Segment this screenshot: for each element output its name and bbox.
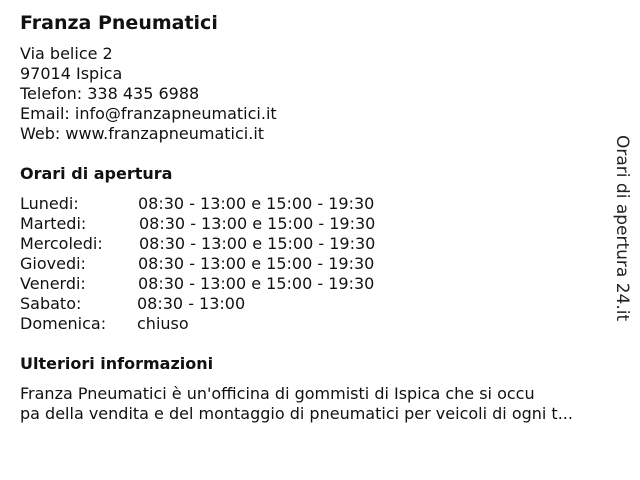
time-range: 08:30 - 13:00 e 15:00 - 19:30 xyxy=(139,234,376,253)
day-label: Sabato: xyxy=(20,294,82,313)
day-label: Mercoledi: xyxy=(20,234,103,253)
contact-block xyxy=(20,44,277,144)
day-label: Domenica: xyxy=(20,314,107,333)
hours-row-monday xyxy=(20,194,440,214)
additional-info-heading: Ulteriori informazioni xyxy=(20,354,214,373)
hours-row-thursday xyxy=(20,254,440,274)
business-name: Franza Pneumatici xyxy=(20,12,218,34)
description-line: Franza Pneumatici è un'officina di gommisti di Ispica che si occu xyxy=(20,384,535,403)
address-street: Via belice 2 xyxy=(20,44,113,63)
opening-hours-table xyxy=(20,194,440,334)
business-description xyxy=(20,384,620,424)
hours-row-sunday xyxy=(20,314,440,334)
hours-row-wednesday xyxy=(20,234,440,254)
phone-number: Telefon: 338 435 6988 xyxy=(20,84,200,103)
description-line: pa della vendita e del montaggio di pneumatici per veicoli di ogni t... xyxy=(20,404,573,423)
day-label: Venerdi: xyxy=(20,274,86,293)
website: Web: www.franzapneumatici.it xyxy=(20,124,265,143)
address-city: 97014 Ispica xyxy=(20,64,123,83)
time-range: 08:30 - 13:00 xyxy=(137,294,246,313)
site-watermark: Orari di apertura 24.it xyxy=(612,135,632,322)
time-range: 08:30 - 13:00 e 15:00 - 19:30 xyxy=(138,254,375,273)
time-range: 08:30 - 13:00 e 15:00 - 19:30 xyxy=(139,214,376,233)
email-address: Email: info@franzapneumatici.it xyxy=(20,104,277,123)
day-label: Lunedi: xyxy=(20,194,79,213)
day-label: Martedi: xyxy=(20,214,87,233)
hours-row-saturday xyxy=(20,294,440,314)
day-label: Giovedi: xyxy=(20,254,86,273)
time-range: 08:30 - 13:00 e 15:00 - 19:30 xyxy=(138,194,375,213)
time-range: chiuso xyxy=(137,314,189,333)
hours-row-friday xyxy=(20,274,440,294)
opening-hours-heading: Orari di apertura xyxy=(20,164,173,183)
hours-row-tuesday xyxy=(20,214,440,234)
time-range: 08:30 - 13:00 e 15:00 - 19:30 xyxy=(138,274,375,293)
